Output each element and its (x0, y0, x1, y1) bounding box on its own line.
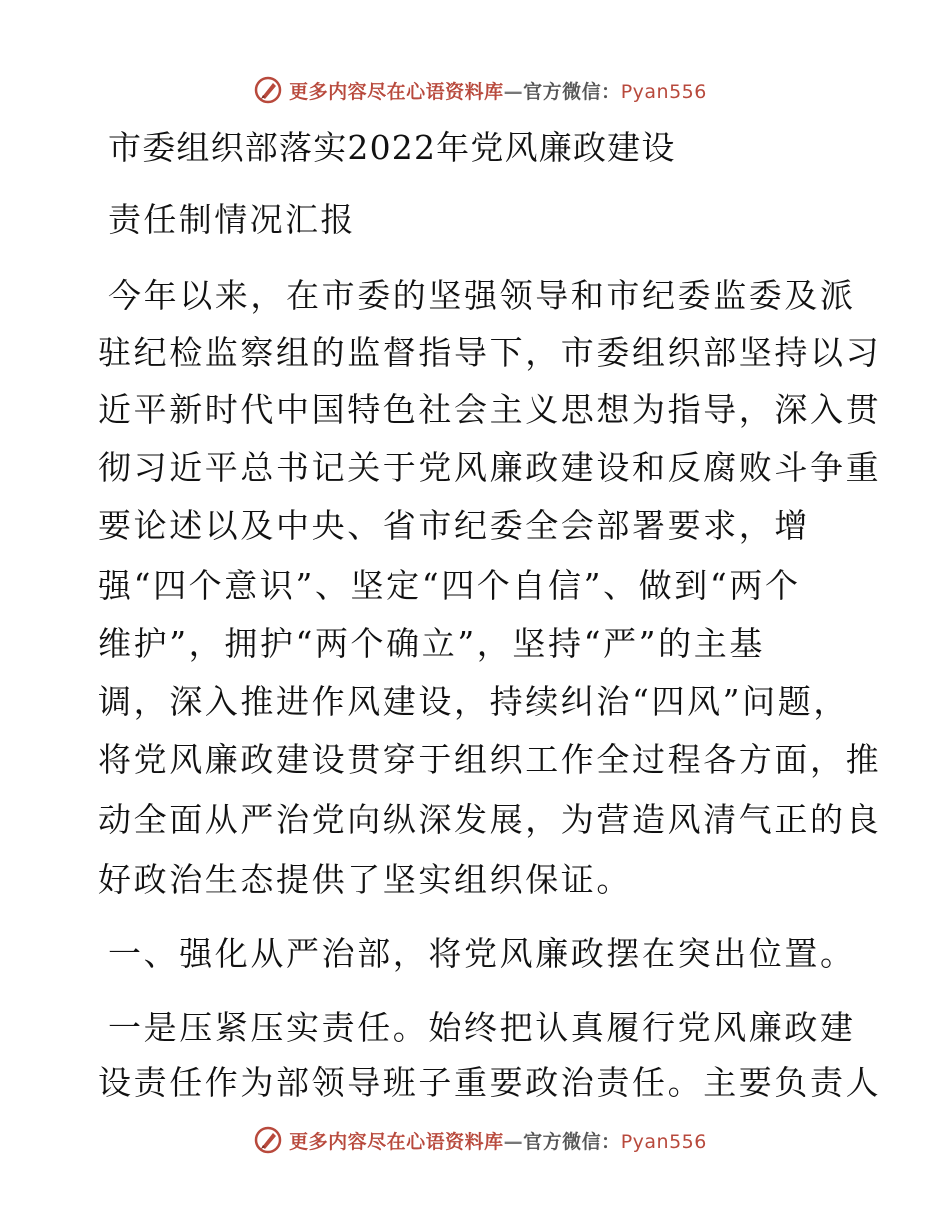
brand-text: 更多内容尽在心语资料库 (289, 80, 504, 103)
official-label: 官方微信： (523, 80, 621, 103)
footer-banner-text (289, 1127, 707, 1154)
paragraph-line: 好政治生态提供了坚实组织保证。 (98, 860, 632, 899)
paragraph-line: 驻纪检监察组的监督指导下，市委组织部坚持以习 (98, 333, 882, 372)
paragraph-line: 设责任作为部领导班子重要政治责任。主要负责人 (98, 1063, 882, 1102)
pen-logo-icon (253, 1125, 283, 1155)
brand-text: 更多内容尽在心语资料库 (289, 1130, 504, 1153)
section-heading: 一、强化从严治部，将党风廉政摆在突出位置。 (108, 934, 856, 973)
paragraph-line: 将党风廉政建设贯穿于组织工作全过程各方面，推 (98, 740, 882, 779)
document-title-line-1: 市委组织部落实2022年党风廉政建设 (108, 128, 676, 167)
paragraph-line: 动全面从严治党向纵深发展，为营造风清气正的良 (98, 800, 882, 839)
wechat-id: Pyan556 (620, 1130, 707, 1153)
paragraph-line: 维护”，拥护“两个确立”，坚持“严”的主基 (98, 624, 765, 663)
paragraph-line: 近平新时代中国特色社会主义思想为指导，深入贯 (98, 390, 882, 429)
wechat-id: Pyan556 (620, 80, 707, 103)
paragraph-line: 一是压紧压实责任。始终把认真履行党风廉政建 (108, 1008, 856, 1047)
dash: — (503, 80, 524, 103)
footer-banner (0, 1120, 950, 1160)
document-title-line-2: 责任制情况汇报 (108, 200, 356, 239)
paragraph-line: 调，深入推进作风建设，持续纠治“四风”问题， (98, 682, 849, 721)
dash: — (503, 1130, 524, 1153)
paragraph-line: 强“四个意识”、坚定“四个自信”、做到“两个 (98, 566, 801, 605)
official-label: 官方微信： (523, 1130, 621, 1153)
paragraph-line: 彻习近平总书记关于党风廉政建设和反腐败斗争重 (98, 448, 882, 487)
paragraph-line: 今年以来，在市委的坚强领导和市纪委监委及派 (108, 276, 856, 315)
header-banner-text (289, 77, 707, 104)
paragraph-line: 要论述以及中央、省市纪委全会部署要求，增 (98, 506, 810, 545)
header-banner (0, 70, 950, 110)
pen-logo-icon (253, 75, 283, 105)
